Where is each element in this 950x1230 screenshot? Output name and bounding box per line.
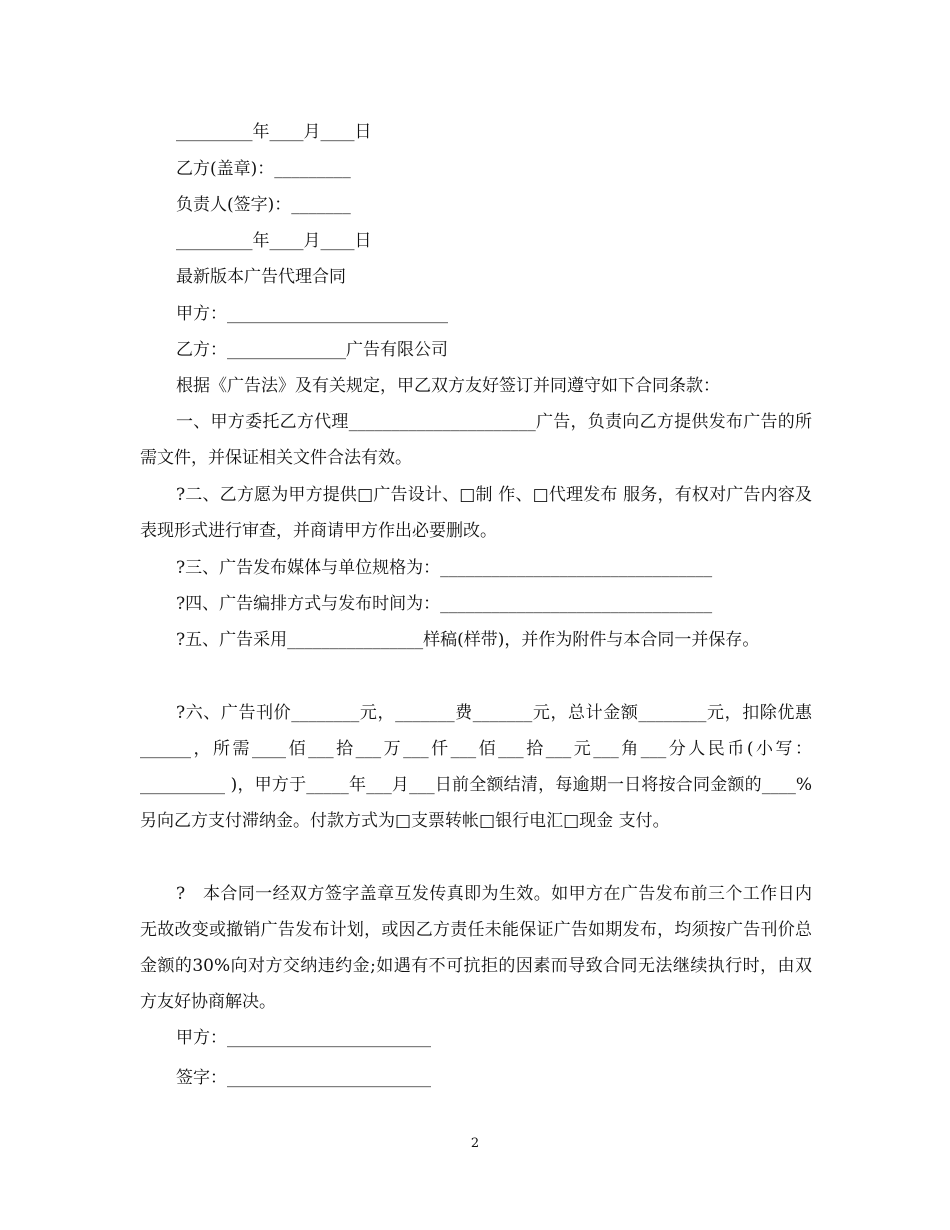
party-b-line: 乙方：______________广告有限公司 [176, 340, 448, 360]
clause-2: ?二、乙方愿为甲方提供□广告设计、□制 作、□代理发布 服务，有权对广告内容及表现形式进行审查，并商请甲方作出必要删改。 [140, 485, 812, 541]
responsible-signature-line: 负责人(签字)：_______ [176, 195, 351, 215]
date-line-2: _________年____月____日 [176, 231, 372, 251]
contract-title: 最新版本广告代理合同 [176, 267, 346, 287]
preamble: 根据《广告法》及有关规定，甲乙双方友好签订并同遵守如下合同条款： [176, 376, 720, 396]
party-b-seal-line: 乙方(盖章)：_________ [176, 159, 351, 179]
clause-5: ?五、广告采用________________样稿(样带)，并作为附件与本合同一并保存。 [176, 630, 760, 650]
clause-4: ?四、广告编排方式与发布时间为：________________________________ [176, 594, 713, 614]
date-line-1: _________年____月____日 [176, 122, 372, 142]
clause-1: 一、甲方委托乙方代理______________________广告，负责向乙方提供发布广告的所需文件，并保证相关文件合法有效。 [140, 412, 812, 468]
sign-signature: 签字：________________________ [176, 1068, 431, 1088]
clause-3: ?三、广告发布媒体与单位规格为：________________________________ [176, 558, 713, 578]
party-a-line: 甲方：__________________________ [176, 304, 448, 324]
clause-6: ?六、广告刊价________元，_______费_______元，总计金额________元，扣除优惠______，所需____佰___拾___万___仟___佰___拾___元___角___分人民币(小写：__________ )，甲方于_____年___月___日前全额结清，每逾期一日将按合同金额的____%另向乙方支付滞纳金。付款方式为□支票转帐□银行电汇□现金 支付。 [140, 703, 812, 831]
clause-7: ? 本合同一经双方签字盖章互发传真即为生效。如甲方在广告发布前三个工作日内无故改变或撤销广告发布计划，或因乙方责任未能保证广告如期发布，均须按广告刊价总金额的30%向对方交纳违约金;如遇有不可抗拒的因素而导致合同无法继续执行时，由双方友好协商解决。 [140, 884, 812, 1012]
sign-party-a: 甲方：________________________ [176, 1028, 431, 1048]
page-number: 2 [470, 1136, 480, 1151]
